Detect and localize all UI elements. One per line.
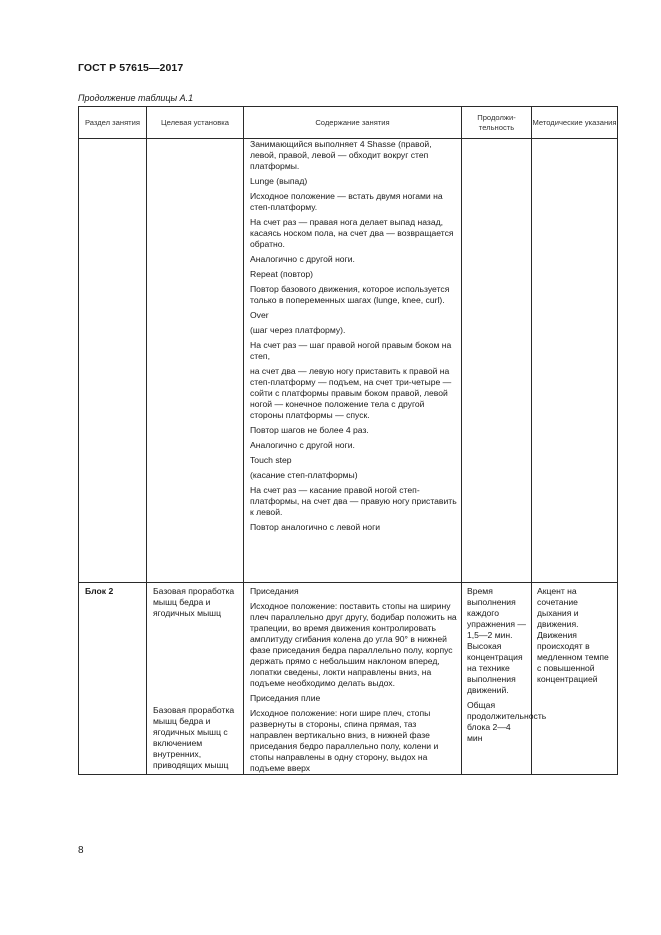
table-row (79, 139, 618, 583)
table-caption: Продолжение таблицы А.1 (78, 93, 194, 103)
content-paragraph: Повтор шагов не более 4 раз. (250, 425, 369, 435)
notes-text: Акцент на сочетание дыхания и движения. Движения происходят в медленном темпе с повышенной концентрацией (537, 586, 609, 684)
duration-text: Время выполнения каждого упражнения — 1,5—2 мин. Высокая концентрация на технике выполнения движений. (467, 586, 526, 695)
notes-cell (532, 583, 618, 775)
duration-text: Общая продолжительность блока 2—4 мин (467, 700, 547, 743)
page-number: 8 (78, 845, 84, 856)
content-paragraph: Repeat (повтор) (250, 269, 314, 279)
content-paragraph: Touch step (250, 455, 292, 465)
content-paragraph: Lunge (выпад) (250, 176, 308, 186)
notes-cell (532, 139, 618, 583)
content-paragraph: на счет два — левую ногу приставить к правой на степ-платформу — подъем, на счет три-четыре — сойти с платформы правым боком правой, левой ногой — конечное положение тела с другой стороны платформы — спуск. (250, 366, 452, 420)
content-paragraph: Аналогично с другой ноги. (250, 254, 355, 264)
content-paragraph: На счет раз — правая нога делает выпад назад, касаясь носком пола, на счет два — возвращается обратно. (250, 217, 454, 249)
goal-cell (147, 139, 244, 583)
content-paragraph: (касание степ-платформы) (250, 470, 358, 480)
column-header-content: Содержание занятия (244, 107, 462, 139)
content-paragraph: Аналогично с другой ноги. (250, 440, 355, 450)
goal-text: Базовая проработка мышц бедра и ягодичных мышц (153, 586, 235, 618)
content-paragraph: Занимающийся выполняет 4 Shasse (правой, левой, правой, левой — обходит вокруг степ платформы. (250, 139, 432, 171)
exercise-title: Приседания плие (250, 693, 321, 703)
content-paragraph: Исходное положение — встать двумя ногами на степ-платформу. (250, 191, 443, 212)
content-paragraph: На счет раз — касание правой ногой степ-платформы, на счет два — правую ногу приставить к левой. (250, 485, 457, 517)
content-paragraph: Исходное положение: ноги шире плеч, стопы развернуты в стороны, спина прямая, таз направлен вертикально вниз, в нижней фазе приседания бедро параллельно полу, колени и стопы направлены в одну сторону, выдох на подъеме вверх (250, 708, 439, 773)
content-paragraph: Повтор аналогично с левой ноги (250, 522, 381, 532)
column-header-duration: Продолжи-тельность (462, 107, 532, 139)
goal-cell (147, 583, 244, 775)
document-code: ГОСТ Р 57615—2017 (78, 62, 184, 74)
table-row (79, 583, 618, 775)
content-cell (244, 139, 462, 583)
column-header-goal: Целевая установка (147, 107, 244, 139)
content-paragraph: Повтор базового движения, которое используется только в попеременных шагах (lunge, knee, curl). (250, 284, 450, 305)
exercise-title: Приседания (250, 586, 299, 596)
content-cell (244, 583, 462, 775)
section-cell (79, 139, 147, 583)
content-paragraph: (шаг через платформу). (250, 325, 346, 335)
column-header-notes: Методические указания (532, 107, 618, 139)
duration-cell (462, 583, 547, 775)
duration-cell (462, 139, 532, 583)
section-cell (79, 583, 147, 775)
content-paragraph: Исходное положение: поставить стопы на ширину плеч параллельно друг другу, бодибар положить на трапеции, во время движения контролировать амплитуду сгибания колена до угла 90° в нижней фазе приседания бедра параллельно полу, корпус держать прямо с небольшим наклоном вперед, лопатки сведены, локти направлены вниз, на подъеме необходимо делать выдох. (250, 601, 457, 688)
table-header-row (79, 107, 618, 139)
goal-spacer (153, 619, 239, 705)
content-paragraph: На счет раз — шаг правой ногой правым боком на степ, (250, 340, 452, 361)
block-title: Блок 2 (85, 586, 114, 596)
content-paragraph: Over (250, 310, 269, 320)
goal-text: Базовая проработка мышц бедра и ягодичных мышц с включением внутренних, приводящих мышц (153, 705, 235, 770)
column-header-section: Раздел занятия (79, 107, 147, 139)
content-table (78, 106, 618, 775)
